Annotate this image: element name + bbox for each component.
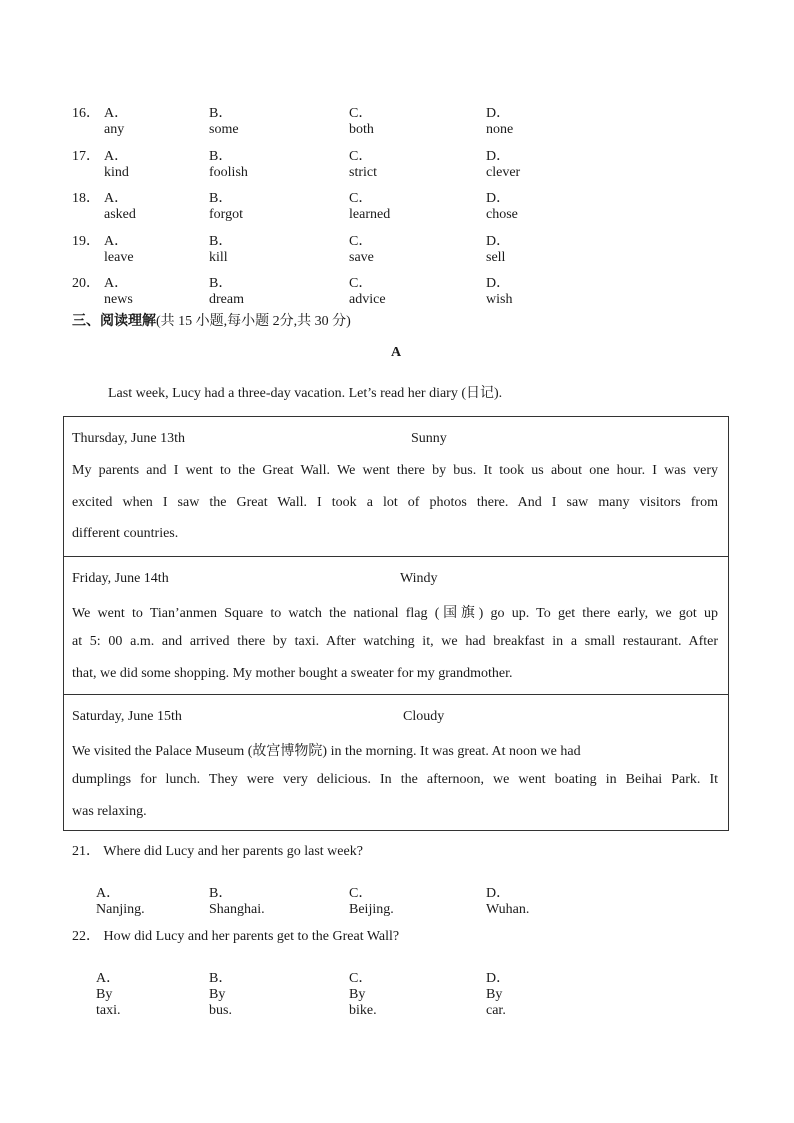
option-a: A．By taxi. — [96, 971, 121, 1018]
option-d: D．chose — [486, 191, 518, 222]
option-c: C．learned — [349, 191, 391, 222]
option-c: C．By bike. — [349, 971, 377, 1018]
diary-date: Thursday, June 13th — [72, 431, 186, 446]
question-number: 20． — [72, 276, 100, 291]
option-a: A．leave — [104, 234, 134, 265]
option-c: C．save — [349, 234, 374, 265]
option-a: A．Nanjing. — [96, 886, 145, 917]
option-a: A．asked — [104, 191, 136, 222]
option-d: D．wish — [486, 276, 513, 307]
diary-line: dumplings for lunch. They were very delicious. In the afternoon, we went boating in Beihai Park. It — [72, 772, 718, 787]
diary-date: Saturday, June 15th — [72, 709, 182, 724]
diary-line: We went to Tian’anmen Square to watch the national flag (国旗) go up. To get there early, we got up — [72, 606, 718, 621]
diary-table — [63, 416, 729, 831]
section-heading-bold: 三、阅读理解 — [72, 314, 156, 329]
question-number: 17． — [72, 149, 100, 164]
diary-entry — [64, 694, 728, 830]
diary-line: that, we did some shopping. My mother bought a sweater for my grandmother. — [72, 666, 513, 681]
option-b: B．By bus. — [209, 971, 233, 1018]
option-b: B．forgot — [209, 191, 243, 222]
option-b: B．dream — [209, 276, 244, 307]
diary-line: excited when I saw the Great Wall. I took a lot of photos there. And I saw many visitors from — [72, 495, 718, 510]
question-number: 16． — [72, 106, 100, 121]
option-b: B．Shanghai. — [209, 886, 265, 917]
diary-entry — [64, 556, 728, 694]
passage-letter: A — [391, 345, 402, 360]
option-d: D．none — [486, 106, 514, 137]
diary-weather: Sunny — [411, 431, 447, 446]
option-d: D．Wuhan. — [486, 886, 530, 917]
option-c: C．strict — [349, 149, 377, 180]
option-d: D．sell — [486, 234, 511, 265]
question-stem: 21． Where did Lucy and her parents go last week? — [72, 844, 363, 859]
question-number: 19． — [72, 234, 100, 249]
question-number: 18． — [72, 191, 100, 206]
passage-intro: Last week, Lucy had a three-day vacation. Let’s read her diary (日记). — [108, 386, 503, 401]
option-b: B．some — [209, 106, 239, 137]
diary-line: My parents and I went to the Great Wall. We went there by bus. It took us about one hour. I was very — [72, 463, 718, 478]
option-a: A．news — [104, 276, 133, 307]
diary-line: was relaxing. — [72, 804, 147, 819]
diary-line: at 5: 00 a.m. and arrived there by taxi. After watching it, we had breakfast in a small restaurant. After — [72, 634, 718, 649]
diary-weather: Windy — [400, 571, 438, 586]
option-d: D．By car. — [486, 971, 511, 1018]
diary-entry — [64, 417, 728, 556]
diary-date: Friday, June 14th — [72, 571, 169, 586]
option-c: C．advice — [349, 276, 386, 307]
option-d: D．clever — [486, 149, 521, 180]
option-b: B．kill — [209, 234, 233, 265]
option-a: A．kind — [104, 149, 129, 180]
option-b: B．foolish — [209, 149, 248, 180]
option-c: C．both — [349, 106, 374, 137]
option-c: C．Beijing. — [349, 886, 394, 917]
question-stem: 22． How did Lucy and her parents get to the Great Wall? — [72, 929, 400, 944]
section-heading-detail: (共 15 小题,每小题 2分,共 30 分) — [156, 314, 351, 329]
option-a: A．any — [104, 106, 129, 137]
section-heading — [72, 310, 351, 330]
diary-line: We visited the Palace Museum (故宫博物院) in the morning. It was great. At noon we had — [72, 744, 581, 759]
diary-line: different countries. — [72, 526, 179, 541]
diary-weather: Cloudy — [403, 709, 445, 724]
